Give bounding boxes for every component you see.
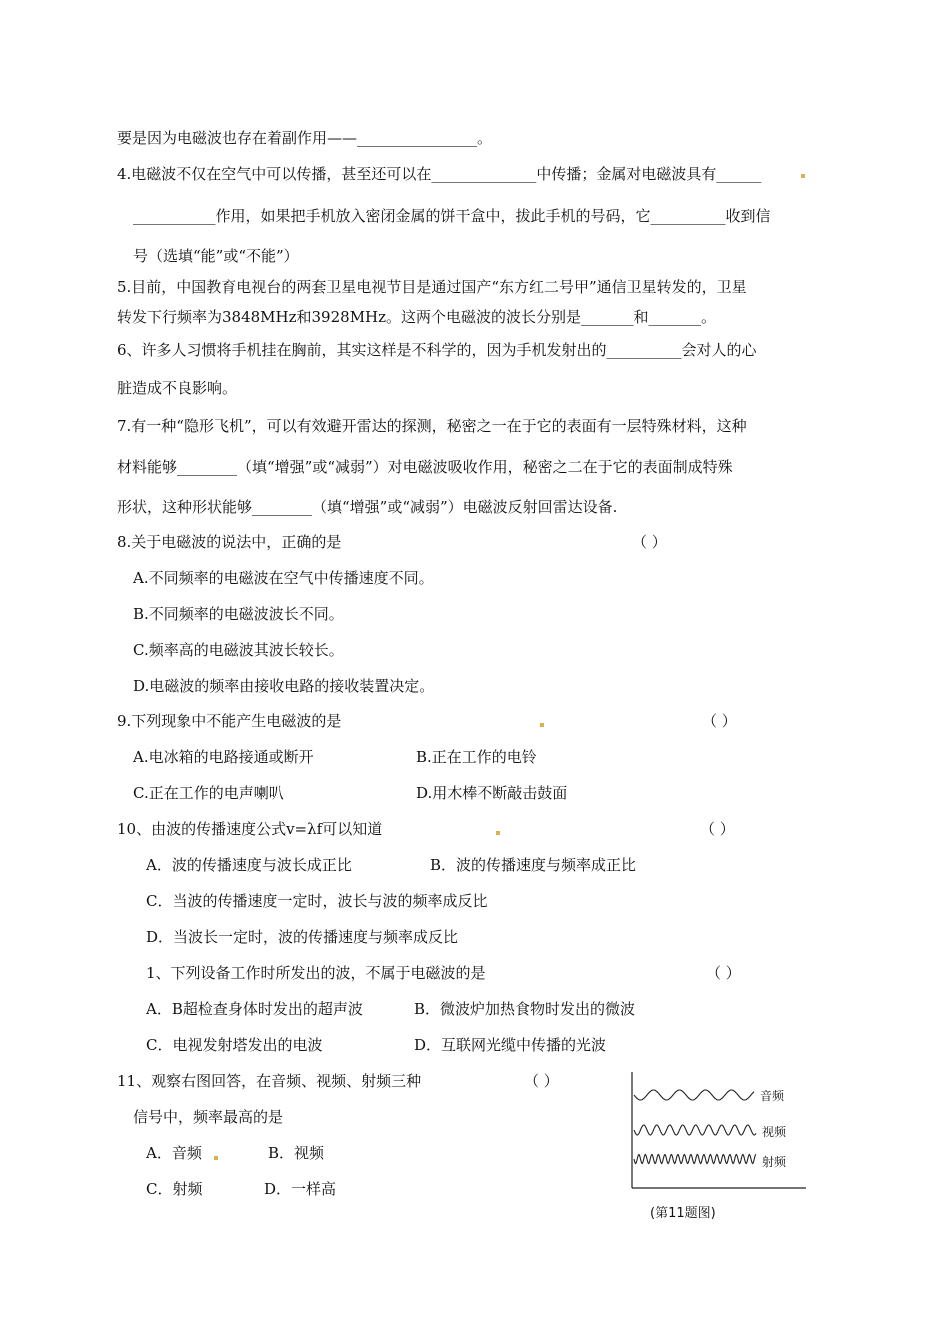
option-a: A．音频	[146, 1144, 202, 1162]
option-a: A.电冰箱的电路接通或断开	[133, 748, 314, 766]
audio-label: 音频	[760, 1089, 785, 1103]
rf-label: 射频	[762, 1155, 787, 1169]
option-b: B.正在工作的电铃	[416, 748, 537, 766]
answer-bracket: （ ）	[706, 964, 741, 982]
option-d: D．互联网光缆中传播的光波	[414, 1036, 607, 1054]
text-line: 信号中，频率最高的是	[133, 1108, 284, 1126]
question-8-line: 8.关于电磁波的说法中，正确的是	[117, 533, 342, 551]
option-b: B.不同频率的电磁波波长不同。	[133, 605, 344, 623]
audio-wave	[634, 1090, 754, 1100]
text-line: 形状，这种形状能够________（填“增强”或“减弱”）电磁波反射回雷达设备.	[117, 498, 618, 516]
option-b: B．视频	[268, 1144, 325, 1162]
question-5-line: 5.目前，中国教育电视台的两套卫星电视节目是通过国产“东方红二号甲”通信卫星转发的，卫星	[117, 278, 747, 296]
question-9-line: 9.下列现象中不能产生电磁波的是	[117, 712, 342, 730]
option-a: A．波的传播速度与波长成正比	[146, 856, 352, 874]
option-b: B．微波炉加热食物时发出的微波	[414, 1000, 636, 1018]
question-1-line: 1、下列设备工作时所发出的波，不属于电磁波的是	[146, 964, 486, 982]
option-d: D．一样高	[264, 1180, 337, 1198]
answer-bracket: （ ）	[700, 820, 735, 838]
video-label: 视频	[762, 1125, 787, 1139]
option-d: D．当波长一定时，波的传播速度与频率成反比	[146, 928, 459, 946]
option-c: C.正在工作的电声喇叭	[133, 784, 284, 802]
question-7-line: 7.有一种“隐形飞机”，可以有效避开雷达的探测，秘密之一在于它的表面有一层特殊材料，这种	[117, 417, 747, 435]
option-a: A.不同频率的电磁波在空气中传播速度不同。	[133, 569, 434, 587]
question-10-line: 10、由波的传播速度公式v=λf可以知道	[117, 820, 383, 838]
highlight-mark	[540, 723, 544, 727]
option-b: B．波的传播速度与频率成正比	[430, 856, 637, 874]
text-line: ___________作用，如果把手机放入密闭金属的饼干盒中，拔此手机的号码，它__________收到信	[133, 207, 771, 225]
video-wave	[634, 1125, 756, 1135]
highlight-mark	[496, 831, 500, 835]
option-d: D.电磁波的频率由接收电路的接收装置决定。	[133, 677, 435, 695]
option-c: C．射频	[146, 1180, 203, 1198]
figure-caption: (第11题图)	[650, 1206, 716, 1221]
question-6-line: 6、许多人习惯将手机挂在胸前，其实这样是不科学的，因为手机发射出的__________会对人的心	[117, 341, 757, 359]
option-d: D.用木棒不断敲击鼓面	[416, 784, 568, 802]
answer-bracket: （ ）	[524, 1072, 559, 1090]
text-line: 转发下行频率为3848MHz和3928MHz。这两个电磁波的波长分别是_______和_______。	[117, 308, 717, 326]
highlight-mark	[801, 174, 805, 178]
answer-bracket: （ ）	[702, 712, 737, 730]
option-c: C．电视发射塔发出的电波	[146, 1036, 323, 1054]
text-line: 要是因为电磁波也存在着副作用——________________。	[117, 129, 493, 147]
highlight-mark	[214, 1156, 218, 1160]
option-c: C.频率高的电磁波其波长较长。	[133, 641, 344, 659]
answer-bracket: （ ）	[632, 533, 667, 551]
question-4-line: 4.电磁波不仅在空气中可以传播，甚至还可以在______________中传播；金属对电磁波具有______	[117, 165, 762, 183]
text-line: 材料能够________（填“增强”或“减弱”）对电磁波吸收作用，秘密之二在于它的表面制成特殊	[117, 458, 733, 476]
wave-figure	[628, 1068, 808, 1198]
question-11-line: 11、观察右图回答，在音频、视频、射频三种	[117, 1072, 422, 1090]
option-c: C．当波的传播速度一定时，波长与波的频率成反比	[146, 892, 488, 910]
option-a: A．B超检查身体时发出的超声波	[146, 1000, 363, 1018]
text-line: 号（选填“能”或“不能”）	[133, 247, 299, 265]
rf-wave	[634, 1155, 756, 1164]
text-line: 脏造成不良影响。	[117, 379, 238, 397]
